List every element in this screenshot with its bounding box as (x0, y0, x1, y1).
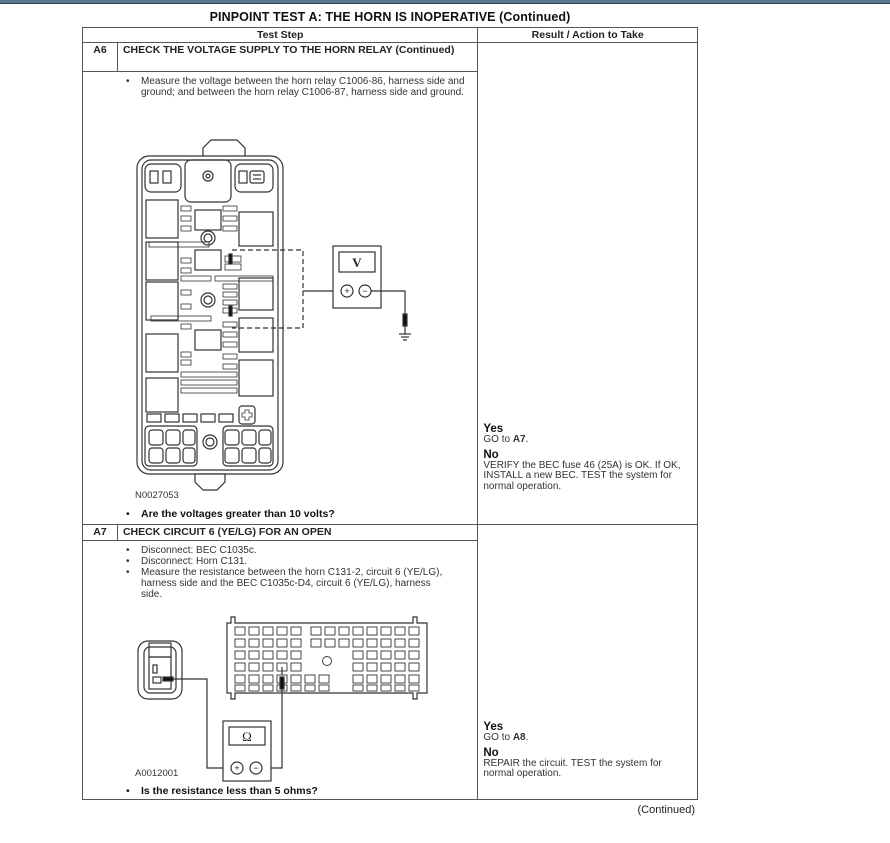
voltmeter-symbol: V (352, 255, 362, 270)
result-no-action: REPAIR the circuit. TEST the system for normal operation. (483, 757, 662, 779)
instruction-item: • Disconnect: Horn C131. (123, 556, 453, 567)
result-no-action: VERIFY the BEC fuse 46 (25A) is OK. If OK, INSTALL a new BEC. TEST the system for normal operation. (483, 459, 681, 492)
goto-step-link[interactable]: A7 (512, 434, 526, 445)
result-no-label: No (483, 746, 499, 759)
step-row-a7-heading (83, 525, 698, 541)
instruction-list (123, 545, 453, 600)
result-yes-label: Yes (483, 721, 504, 733)
instruction-item: • Measure the resistance between the horn C131-2, circuit 6 (YE/LG), harness side and the BEC C1035c-D4, circuit 6 (YE/LG), harness side. (123, 567, 453, 600)
result-block (483, 721, 691, 780)
result-block (483, 423, 691, 492)
window-top-bar (0, 0, 890, 4)
step-heading: CHECK CIRCUIT 6 (YE/LG) FOR AN OPEN (117, 525, 477, 541)
action-text: GO to (483, 732, 513, 743)
continued-footer: (Continued) (637, 804, 695, 816)
action-text: GO to (483, 434, 513, 445)
result-yes-action (483, 435, 691, 446)
step-question: • Are the voltages greater than 10 volts? (123, 509, 335, 520)
svg-text:−: − (362, 286, 368, 296)
instruction-item: • Disconnect: BEC C1035c. (123, 545, 453, 556)
result-no-label: No (483, 448, 499, 461)
header-test-step: Test Step (83, 28, 478, 43)
result-cell-a6 (478, 43, 698, 525)
step-body (83, 541, 478, 800)
svg-text:+: + (344, 286, 350, 296)
step-body (83, 72, 478, 525)
result-yes-label: Yes (483, 423, 504, 435)
step-heading: CHECK THE VOLTAGE SUPPLY TO THE HORN RELAY (Continued) (117, 43, 477, 72)
goto-step-link[interactable]: A8 (512, 732, 526, 743)
ohmmeter-symbol: Ω (242, 729, 252, 744)
figure-id: N0027053 (135, 490, 179, 501)
step-id: A7 (83, 525, 118, 541)
step-row-a6-heading (83, 43, 698, 72)
action-text: . (525, 434, 529, 445)
instruction-list (123, 76, 468, 98)
table-header-row (83, 28, 698, 43)
svg-text:−: − (253, 763, 259, 773)
result-yes-action (483, 733, 691, 744)
svg-text:+: + (234, 763, 240, 773)
header-result-action: Result / Action to Take (478, 28, 698, 43)
step-question: • Is the resistance less than 5 ohms? (123, 786, 318, 797)
figure-id: A0012001 (135, 768, 179, 779)
pinpoint-test-table (82, 27, 698, 800)
action-text: . (525, 732, 529, 743)
bec-fuse-box-diagram (135, 138, 425, 508)
step-id: A6 (83, 43, 118, 72)
result-cell-a7 (478, 525, 698, 800)
page-title: PINPOINT TEST A: THE HORN IS INOPERATIVE (Continued) (209, 10, 571, 24)
instruction-item: • Measure the voltage between the horn relay C1006-86, harness side and ground; and between the horn relay C1006-87, harness side and ground. (123, 76, 468, 98)
horn-bec-connector-diagram (135, 613, 475, 783)
